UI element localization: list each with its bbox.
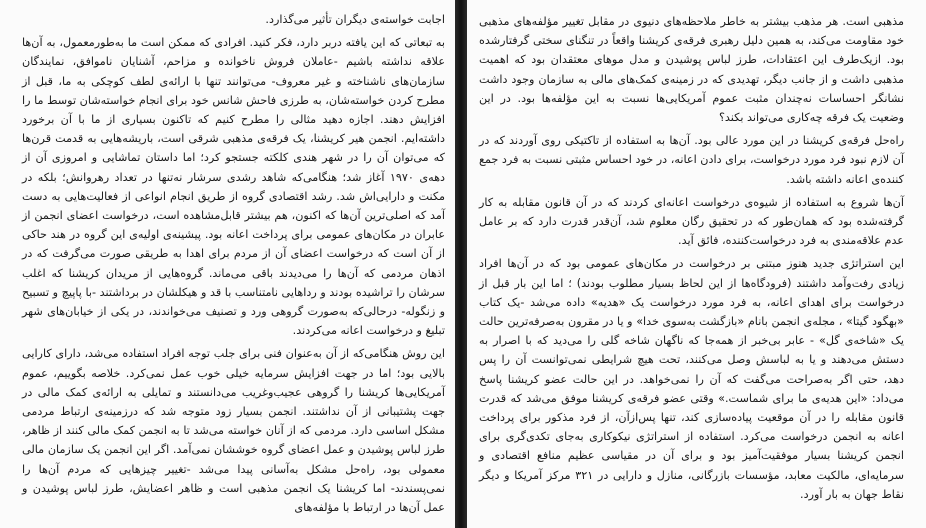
book-gutter <box>455 0 467 528</box>
left-paragraph-3: این روش هنگامی‌که از آن به‌عنوان فنی برای جلب توجه افراد استفاده می‌شد، دارای کارایی بالایی بود؛ اما در جهت افزایش سرمایه خیلی خوب عمل نمی‌کرد. خلاصه بگوییم، عموم آمریکایی‌ها کریشنا را گروهی عجیب‌وغریب می‌دانستند و تمایلی به ارائه‌ی کمک مالی در جهت پشتیبانی از آن نداشتند. انجمن بسیار زود متوجه شد که درزمینه‌ی ارتباط مردمی مشکل اساسی دارد. مردمی که از آنان خواسته می‌شد تا به انجمن کمک مالی کنند از ظاهر، طرز لباس پوشیدن و عمل اعضای گروه خوششان نمی‌آمد. اگر این انجمن یک سازمان مالی معمولی بود، راه‌حل مشکل به‌آسانی پیدا می‌شد -تغییر چیزهایی که مردم آن‌ها را نمی‌پسندند- اما کریشنا یک انجمن مذهبی است و ظاهر اعضایش، طرز لباس پوشیدن و عمل آن‌ها در ارتباط با مؤلفه‌های <box>22 347 445 515</box>
right-paragraph-2: راه‌حل فرقه‌ی کریشنا در این مورد عالی بود. آن‌ها به استفاده از تاکتیکی روی آوردند که در آن لازم نبود فرد مورد درخواست، برای دادن اعانه، در خود احساس مثبتی نسبت به فرد جمع کننده‌ی اعانه داشته باشد. <box>479 134 904 186</box>
right-page-text <box>479 12 904 508</box>
left-paragraph-2: به تبعاتی که این یافته دربر دارد، فکر کنید. افرادی که ممکن است ما به‌طورمعمول، به آن‌ها علاقه نداشته باشیم -عاملان فروش ناخوانده و مزاحم، آشنایان ناموافق، نمایندگان سازمان‌های ناشناخته و غیر معروف- می‌توانند تنها با ارائه‌ی لطف کوچکی به ما، قبل از مطرح کردن خواسته‌شان، به طرزی فاحش شانس خود برای انجام خواسته‌شان توسط ما را افزایش دهند. اجازه دهید مثالی را مطرح کنیم که تاکنون بسیاری از ما با آن برخورد داشته‌ایم. انجمن هیر کریشنا، یک فرقه‌ی مذهبی شرقی است، باریشه‌هایی به قدمت قرن‌ها که می‌توان آن را در شهر هندی کلکته جستجو کرد؛ اما داستان تماشایی و امروزی آن از دهه‌ی ۱۹۷۰ آغاز شد؛ هنگامی‌که شاهد رشدی سرشار نه‌تنها در تعداد رهروانش؛ بلکه در مکنت و دارایی‌اش شد. رشد اقتصادی گروه از طریق انجام انواعی از فعالیت‌هایی به دست آمد که اصلی‌ترین آن‌ها که اکنون، هم بیشتر قابل‌مشاهده است، درخواست اعضای انجمن از عابران در مکان‌های عمومی برای پرداخت اعانه بود. پیشینه‌ی اولیه‌ی این گروه در هند حاکی از آن است که درخواست اعضای آن از مردم برای اهدا به طریقی صورت می‌گرفت که در اذهان مردمی که آن‌ها را می‌دیدند باقی می‌ماند. گروه‌هایی از مریدان کریشنا که اغلب سرشان را تراشیده بودند و رداهایی نامتناسب با قد و هیکلشان در برداشتند -با پاپیچ و تسبیح و زنگوله- درحالی‌که به‌صورت گروهی ورد و تصنیف می‌خواندند، در یکی از خیابان‌های شهر تبلیغ و درخواست اعانه می‌کردند. <box>22 36 445 338</box>
right-paragraph-4: این استراتژی جدید هنوز مبتنی بر درخواست در مکان‌های عمومی بود که در آن‌ها افراد زیادی رفت‌وآمد داشتند (فرودگاه‌ها از این لحاظ بسیار مطلوب بودند) ؛ اما این بار قبل از درخواست برای اهدای اعانه، به فرد مورد درخواست یک «هدیه» داده می‌شد -یک کتاب «بهگود گیتا» ، مجله‌ی انجمن بانام «بازگشت به‌سوی خدا» و یا در مقرون به‌صرفه‌ترین حالت یک «شاخه‌ی گل» - عابر بی‌خبر از همه‌جا که ناگهان شاخه گلی را می‌دید که با اصرار به دستش می‌دهند و یا به لباسش وصل می‌کنند، تحت هیچ شرایطی نمی‌توانست آن را پس دهد، حتی اگر به‌صراحت می‌گفت که آن را نمی‌خواهد. در این حالت عضو کریشنا پاسخ می‌داد: «این هدیه‌ی ما برای شماست.» وقتی عضو فرقه‌ی کریشنا موفق می‌شد که قدرت قانون مقابله را در آن موقعیت پیاده‌سازی کند، تنها پس‌ازآن، از فرد مذکور برای پرداخت اعانه به انجمن درخواست می‌کرد. استفاده از استراتژی نیکوکاری به‌جای تکدی‌گری برای انجمن کریشنا بسیار موفقیت‌آمیز بود و برای آن در مقیاسی عظیم منافع اقتصادی و سرمایه‌ای، مالکیت معابد، مؤسسات بازرگانی، منازل و دارایی در ۳۲۱ مرکز آمریکا و دیگر نقاط جهان به بار آورد. <box>479 257 904 501</box>
left-paragraph-1: اجابت خواسته‌ی دیگران تأثیر می‌گذارد. <box>265 13 445 26</box>
right-paragraph-1: مذهبی است. هر مذهب بیشتر به خاطر ملاحظه‌های دنیوی در مقابل تغییر مؤلفه‌های مذهبی خود مقاومت می‌کند، به همین دلیل رهبری فرقه‌ی کریشنا واقعاً در تنگنای سختی گرفتارشده بود. ازیک‌طرف این اعتقادات، طرز لباس پوشیدن و مدل موهای معتقدان بود که اهمیت مذهبی داشت و از جانب دیگر، تهدیدی که در زمینه‌ی کمک‌های مالی به سازمان وجود داشت نشانگر احساسات نه‌چندان مثبت عموم آمریکایی‌ها نسبت به این مؤلفه‌ها بود. در این وضعیت یک فرقه چه‌کاری می‌تواند بکند؟ <box>479 15 904 125</box>
left-page <box>0 0 455 528</box>
left-page-text <box>22 10 445 521</box>
right-page <box>467 0 926 528</box>
right-paragraph-3: آن‌ها شروع به استفاده از شیوه‌ی درخواست اعانه‌ای کردند که در آن قانون مقابله به کار گرفته‌شده بود که همان‌طور که در تحقیق رگان معلوم شد، آن‌قدر قدرت دارد که بر عامل عدم علاقه‌مندی به فرد درخواست‌کننده، فائق آید. <box>479 195 904 248</box>
